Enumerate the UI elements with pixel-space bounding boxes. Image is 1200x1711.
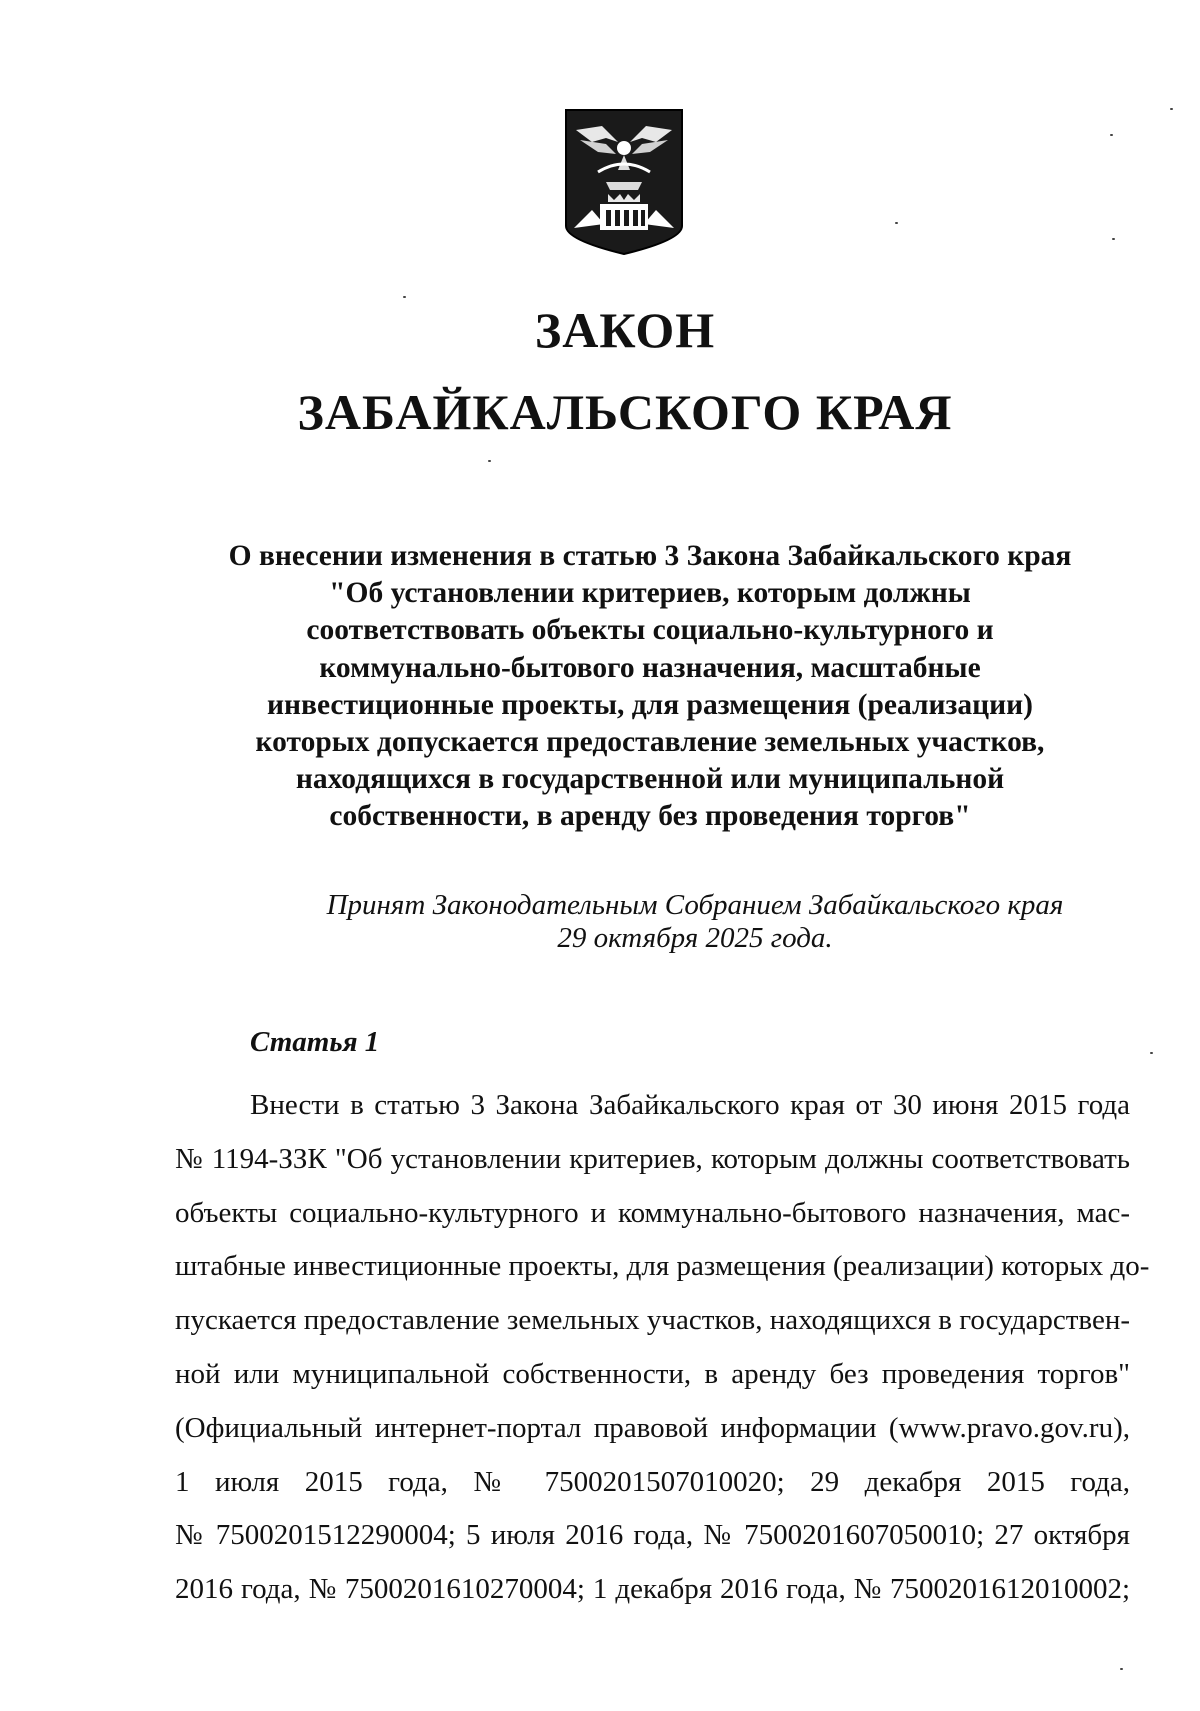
- subject-line: "Об установлении критериев, которым должны: [329, 577, 971, 610]
- zabaykalsky-coat-of-arms-icon: [562, 108, 686, 258]
- scan-speck: [1120, 1668, 1123, 1670]
- article-line: штабные инвестиционные проекты, для размещения (реализации) которых до-: [175, 1250, 1150, 1283]
- subject-line: соответствовать объекты социально-культурного и: [306, 614, 994, 647]
- subject-line: находящихся в государственной или муниципальной: [295, 763, 1005, 796]
- adoption-note: [300, 889, 1090, 955]
- law-subject-title: [150, 538, 1150, 836]
- subject-line: коммунально-бытового назначения, масштабные: [319, 651, 981, 684]
- article-line: (Официальный интернет-портал правовой информации (www.pravo.gov.ru),: [175, 1411, 1130, 1444]
- article-line: № 1194-ЗЗК "Об установлении критериев, которым должны соответствовать: [175, 1142, 1130, 1175]
- scan-speck: [1150, 1052, 1153, 1054]
- scan-speck: [403, 296, 406, 298]
- scan-speck: [1110, 134, 1113, 136]
- subject-line: которых допускается предоставление земельных участков,: [255, 726, 1045, 759]
- article-line: пускается предоставление земельных участков, находящихся в государствен-: [175, 1304, 1130, 1337]
- adoption-date: 29 октября 2025 года.: [557, 922, 833, 954]
- scan-speck: [895, 222, 898, 224]
- article-line: 2016 года, № 7500201610270004; 1 декабря 2016 года, № 7500201612010002;: [175, 1573, 1130, 1606]
- scan-speck: [1170, 108, 1173, 110]
- article-line: ной или муниципальной собственности, в аренду без проведения торгов": [175, 1357, 1130, 1390]
- article-heading: Статья 1: [250, 1026, 380, 1058]
- document-title: ЗАКОН: [534, 302, 716, 358]
- scan-speck: [1112, 238, 1115, 240]
- subject-line: О внесении изменения в статью 3 Закона Забайкальского края: [228, 540, 1072, 572]
- article-line: Внести в статью 3 Закона Забайкальского края от 30 июня 2015 года: [250, 1089, 1130, 1121]
- article-line: 1 июля 2015 года, № 7500201507010020; 29 декабря 2015 года,: [175, 1465, 1130, 1498]
- article-line: объекты социально-культурного и коммунально-бытового назначения, мас-: [175, 1196, 1130, 1229]
- subject-line: инвестиционные проекты, для размещения (реализации): [267, 688, 1033, 721]
- article-line: № 7500201512290004; 5 июля 2016 года, № 7500201607050010; 27 октября: [175, 1519, 1130, 1552]
- document-title-region: ЗАБАЙКАЛЬСКОГО КРАЯ: [297, 384, 953, 440]
- subject-line: собственности, в аренду без проведения торгов": [329, 800, 971, 833]
- article-body: [175, 1079, 1150, 1617]
- scan-speck: [488, 460, 491, 462]
- adoption-body: Принят Законодательным Собранием Забайкальского края: [326, 889, 1064, 921]
